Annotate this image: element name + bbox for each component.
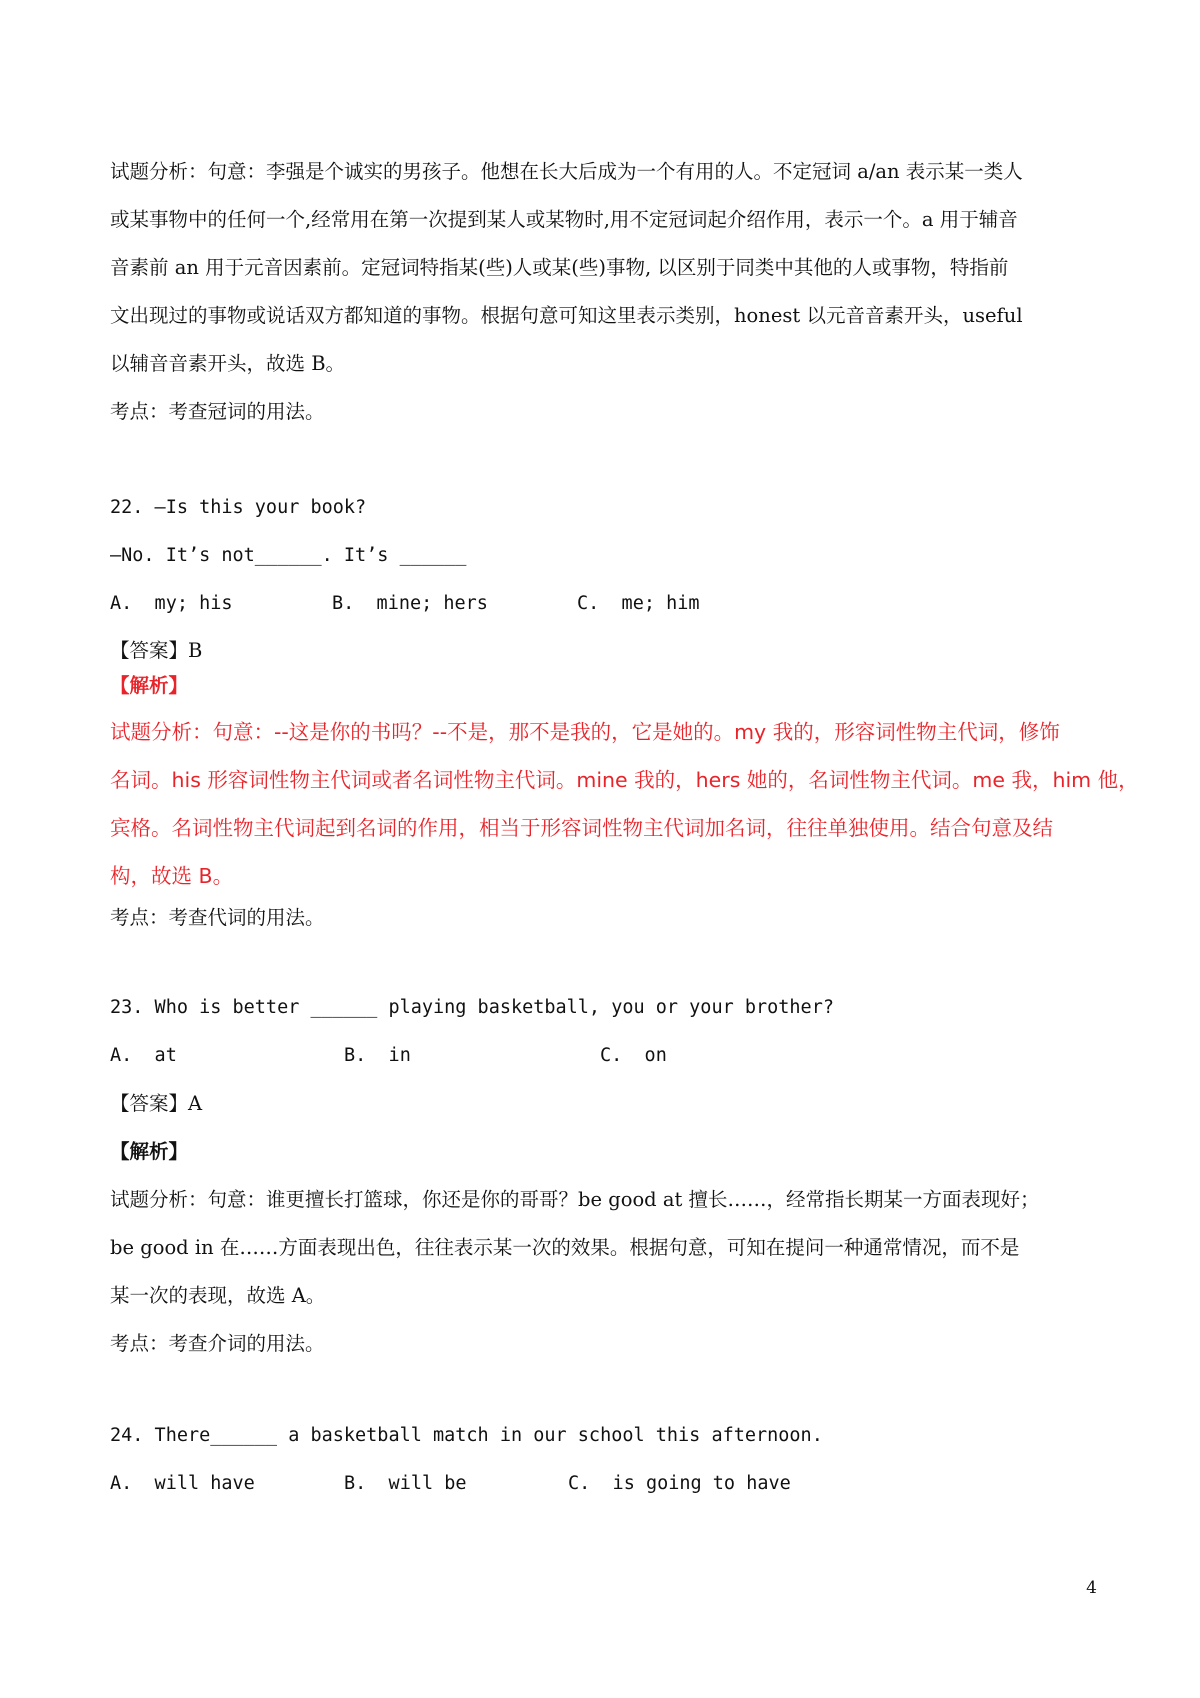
analysis-line: 音素前 an 用于元音因素前。定冠词特指某(些)人或某(些)事物, 以区别于同类中其他的人或事物，特指前: [110, 256, 1009, 279]
analysis-line: 以辅音音素开头，故选 B。: [110, 352, 346, 375]
option-b: B. will be: [344, 1473, 467, 1494]
q22-stem: 22. —Is this your book?: [110, 497, 367, 518]
analysis-line: be good in 在……方面表现出色，往往表示某一次的效果。根据句意，可知在提问一种通常情况，而不是: [110, 1236, 1020, 1259]
option-b: B. mine; hers: [332, 593, 488, 614]
option-a: A. my; his: [110, 593, 233, 614]
analysis-line: 试题分析：句意：李强是个诚实的男孩子。他想在长大后成为一个有用的人。不定冠词 a/an 表示某一类人: [110, 160, 1023, 183]
analysis-line: 试题分析：句意：谁更擅长打篮球，你还是你的哥哥？be good at 擅长……，经常指长期某一方面表现好；: [110, 1188, 1040, 1211]
analysis-line: 或某事物中的任何一个,经常用在第一次提到某人或某物时,用不定冠词起介绍作用，表示一个。a 用于辅音: [110, 208, 1018, 231]
option-c: C. is going to have: [568, 1473, 791, 1494]
analysis-line: 宾格。名词性物主代词起到名词的作用，相当于形容词性物主代词加名词，往往单独使用。结合句意及结: [110, 816, 1053, 840]
option-a: A. at: [110, 1045, 177, 1066]
question-23: [110, 984, 1100, 1368]
q23-answer: 【答案】A: [110, 1092, 203, 1115]
analysis-line: 某一次的表现，故选 A。: [110, 1284, 326, 1307]
q22-answer: 【答案】B: [110, 639, 203, 662]
option-c: C. me; him: [577, 593, 700, 614]
q24-options: [110, 1460, 1100, 1508]
q23-kaodian: 考点：考查介词的用法。: [110, 1332, 325, 1355]
question-22: [110, 484, 1139, 942]
analysis-line: 试题分析：句意：--这是你的书吗？--不是，那不是我的，它是她的。my 我的，形容词性物主代词，修饰: [110, 720, 1060, 744]
q22-analysis-block: [110, 668, 1139, 894]
analysis-line: 名词。his 形容词性物主代词或者名词性物主代词。mine 我的，hers 她的，名词性物主代词。me 我，him 他，: [110, 768, 1139, 792]
q22-kaodian: 考点：考查代词的用法。: [110, 906, 325, 929]
q23-options: [110, 1032, 1100, 1080]
option-a: A. will have: [110, 1473, 255, 1494]
option-b: B. in: [344, 1045, 411, 1066]
q22-options: [110, 580, 1100, 628]
page-number: 4: [1086, 1578, 1097, 1598]
q22-jiexi-label: 【解析】: [110, 674, 189, 697]
q22-stem-reply: —No. It’s not______. It’s ______: [110, 545, 467, 566]
analysis-line: 文出现过的事物或说话双方都知道的事物。根据句意可知这里表示类别，honest 以元音音素开头，useful: [110, 304, 1023, 327]
analysis-line: 构，故选 B。: [110, 864, 234, 888]
q23-jiexi-label: 【解析】: [110, 1140, 189, 1163]
page-content: [110, 148, 1139, 1508]
q23-stem: 23. Who is better ______ playing basketball, you or your brother?: [110, 997, 834, 1018]
question-24: [110, 1412, 1100, 1508]
q24-stem: 24. There______ a basketball match in our school this afternoon.: [110, 1425, 823, 1446]
q21-kaodian: 考点：考查冠词的用法。: [110, 400, 325, 423]
option-c: C. on: [600, 1045, 667, 1066]
q21-analysis: [110, 148, 1100, 388]
